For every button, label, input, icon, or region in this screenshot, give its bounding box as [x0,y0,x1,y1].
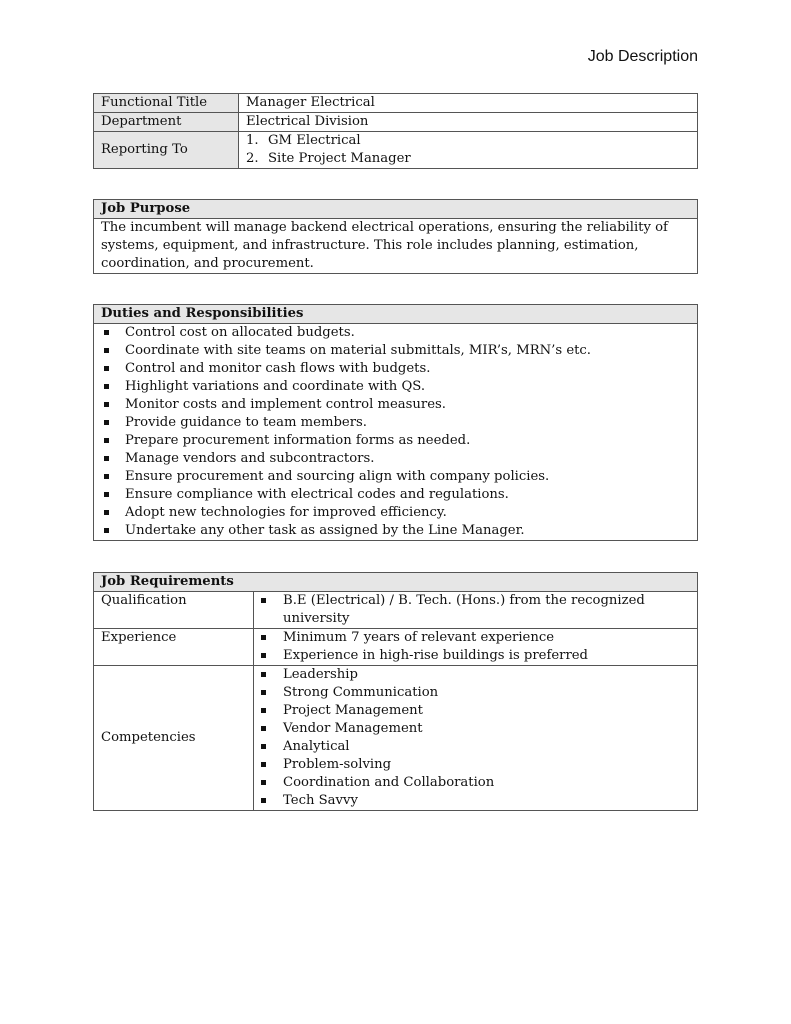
qualification-row [94,592,698,629]
bullet-square-icon [261,780,266,785]
bullet-square-icon [104,456,109,461]
list-item: Control cost on allocated budgets. [101,324,690,342]
reporting-list [246,132,690,168]
list-item: Analytical [261,738,690,756]
qualification-label: Qualification [94,592,254,629]
functional-title-value: Manager Electrical [239,94,698,113]
list-item: Highlight variations and coordinate with QS. [101,378,690,396]
duties-table [93,304,698,541]
bullet-square-icon [261,598,266,603]
list-item: Coordination and Collaboration [261,774,690,792]
duties-heading: Duties and Responsibilities [94,305,698,324]
job-purpose-table [93,199,698,274]
bullet-square-icon [261,762,266,767]
job-requirements-table [93,572,698,811]
reporting-item: 2. Site Project Manager [246,151,411,166]
list-item: Adopt new technologies for improved efficiency. [101,504,690,522]
list-item: Coordinate with site teams on material submittals, MIR’s, MRN’s etc. [101,342,690,360]
functional-title-row [94,94,698,113]
bullet-square-icon [104,402,109,407]
job-purpose-text: The incumbent will manage backend electrical operations, ensuring the reliability of systems, equipment, and infrastructure. This role includes planning, estimation, coordination, and procurement. [94,219,698,274]
list-item: Vendor Management [261,720,690,738]
list-item: Provide guidance to team members. [101,414,690,432]
duties-list [101,324,690,540]
list-item: Monitor costs and implement control measures. [101,396,690,414]
experience-value [254,629,698,666]
list-item: Manage vendors and subcontractors. [101,450,690,468]
job-info-table [93,93,698,169]
bullet-square-icon [104,384,109,389]
bullet-square-icon [261,798,266,803]
page-header: Job Description [587,48,698,65]
competencies-label: Competencies [94,666,254,811]
list-item: Project Management [261,702,690,720]
bullet-square-icon [261,672,266,677]
bullet-square-icon [104,330,109,335]
list-item: Strong Communication [261,684,690,702]
bullet-square-icon [104,366,109,371]
department-row [94,113,698,132]
bullet-square-icon [104,420,109,425]
experience-row [94,629,698,666]
qualification-value [254,592,698,629]
bullet-square-icon [104,528,109,533]
bullet-square-icon [261,653,266,658]
reporting-value [239,132,698,169]
department-label: Department [94,113,239,132]
bullet-square-icon [261,635,266,640]
list-item: Undertake any other task as assigned by the Line Manager. [101,522,690,540]
list-item: Ensure procurement and sourcing align with company policies. [101,468,690,486]
list-item: Tech Savvy [261,792,690,810]
list-item: Ensure compliance with electrical codes and regulations. [101,486,690,504]
list-item: Experience in high-rise buildings is preferred [261,647,690,665]
competencies-value [254,666,698,811]
bullet-square-icon [104,510,109,515]
bullet-square-icon [261,744,266,749]
job-purpose-heading: Job Purpose [94,200,698,219]
list-item: Prepare procurement information forms as needed. [101,432,690,450]
bullet-square-icon [104,348,109,353]
reporting-item: 1. GM Electrical [246,133,361,148]
bullet-square-icon [104,492,109,497]
reporting-label: Reporting To [94,132,239,169]
experience-label: Experience [94,629,254,666]
competencies-row [94,666,698,811]
list-item: Minimum 7 years of relevant experience [261,629,690,647]
bullet-square-icon [104,474,109,479]
list-item: Leadership [261,666,690,684]
list-item: B.E (Electrical) / B. Tech. (Hons.) from the recognized university [261,592,690,628]
reporting-row [94,132,698,169]
bullet-square-icon [261,708,266,713]
bullet-square-icon [104,438,109,443]
list-item: Problem-solving [261,756,690,774]
requirements-heading: Job Requirements [94,573,698,592]
bullet-square-icon [261,726,266,731]
functional-title-label: Functional Title [94,94,239,113]
duties-cell [94,324,698,541]
bullet-square-icon [261,690,266,695]
department-value: Electrical Division [239,113,698,132]
list-item: Control and monitor cash flows with budgets. [101,360,690,378]
